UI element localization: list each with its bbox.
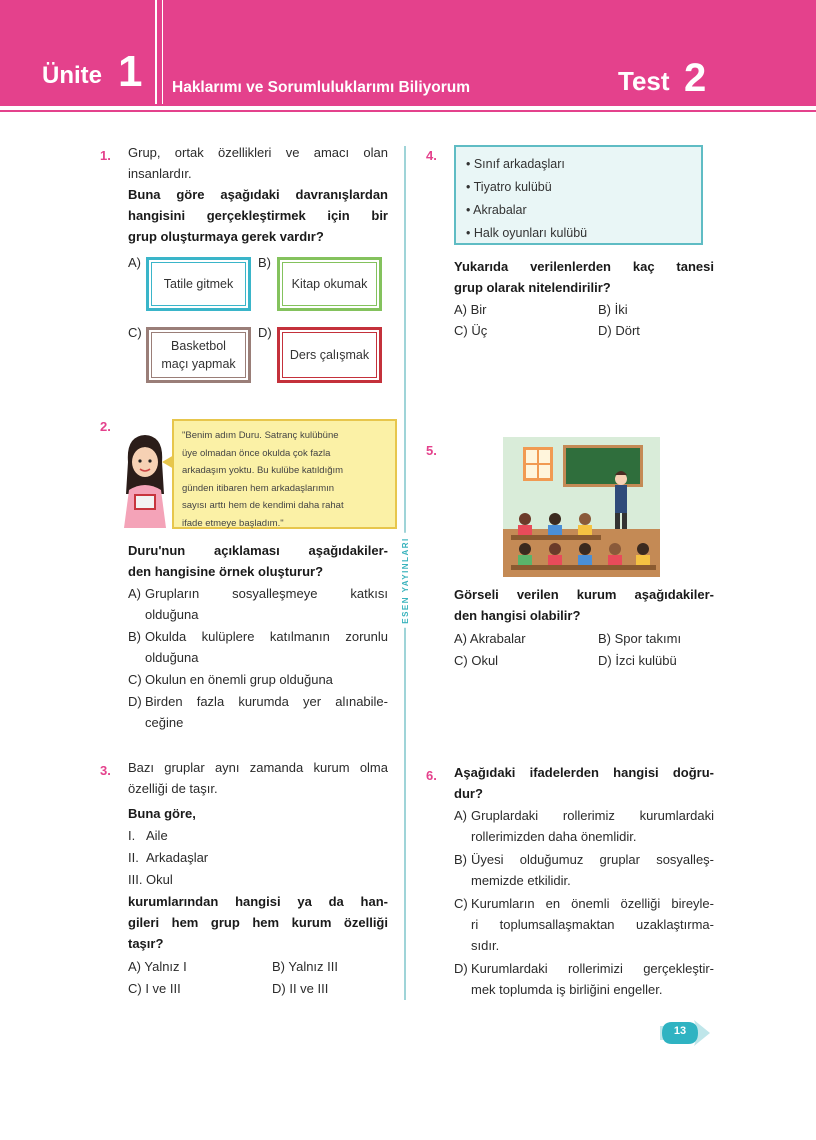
page-number: 13 bbox=[673, 1025, 687, 1037]
q6-option-c-line-1[interactable]: Kurumların en önemli özelliği bireyle- bbox=[471, 896, 714, 911]
q6-option-c-label[interactable]: C) bbox=[454, 896, 468, 911]
q3-option-a[interactable]: A) Yalnız I bbox=[128, 959, 187, 974]
q4-question-line-1: Yukarıda verilenlerden kaç tanesi bbox=[454, 259, 714, 274]
q3-intro-line-1: Bazı gruplar aynı zamanda kurum olma bbox=[128, 760, 388, 775]
q1-option-c-text-2: maçı yapmak bbox=[161, 357, 236, 371]
q3-option-c[interactable]: C) I ve III bbox=[128, 981, 181, 996]
q2-option-d-line-1[interactable]: Birden fazla kurumda yer alınabile- bbox=[145, 694, 388, 709]
q2-question-line-1: Duru'nun açıklaması aşağıdakiler- bbox=[128, 543, 388, 558]
q3-item-text: Okul bbox=[146, 872, 173, 887]
q3-question-line-1: kurumlarından hangisi ya da han- bbox=[128, 894, 388, 909]
q1-option-a-text: Tatile gitmek bbox=[163, 277, 234, 291]
q4-question-line-2: grup olarak nitelendirilir? bbox=[454, 280, 611, 295]
q4-list-item: • Tiyatro kulübü bbox=[466, 180, 552, 194]
q1-question-line-1: Buna göre aşağıdaki davranışlardan bbox=[128, 187, 388, 202]
q2-option-b-line-1[interactable]: Okulda kulüplere katılmanın zorunlu bbox=[145, 629, 388, 644]
q2-speech-line: arkadaşım yoktu. Bu kulübe katıldığım bbox=[182, 465, 344, 476]
q3-intro-line-2: özelliği de taşır. bbox=[128, 781, 218, 796]
test-label: Test bbox=[618, 66, 670, 96]
q4-option-d[interactable]: D) Dört bbox=[598, 323, 640, 338]
q1-number: 1. bbox=[100, 148, 111, 163]
q1-option-b-text: Kitap okumak bbox=[291, 277, 368, 291]
q3-item-label: III. bbox=[128, 872, 143, 887]
q6-option-d-line-1[interactable]: Kurumlardaki rollerimizi gerçekleştir- bbox=[471, 961, 714, 976]
header-stripe-line bbox=[0, 110, 816, 112]
q2-option-b-label[interactable]: B) bbox=[128, 629, 141, 644]
unit-title: Haklarımı ve Sorumluluklarımı Biliyorum bbox=[172, 79, 471, 96]
q1-question-line-3: grup oluşturmaya gerek vardır? bbox=[128, 229, 324, 244]
q5-question-line-2: den hangisi olabilir? bbox=[454, 608, 581, 623]
q3-number: 3. bbox=[100, 763, 111, 778]
q2-number: 2. bbox=[100, 419, 111, 434]
q1-option-a-card[interactable] bbox=[146, 257, 251, 311]
q5-option-b[interactable]: B) Spor takımı bbox=[598, 631, 682, 646]
q6-option-d-line-2[interactable]: mek toplumda iş birliğini engeller. bbox=[471, 982, 663, 997]
q6-number: 6. bbox=[426, 768, 437, 783]
q4-option-c[interactable]: C) Üç bbox=[454, 323, 488, 338]
q3-item-label: I. bbox=[128, 828, 136, 843]
q1-option-d-card[interactable] bbox=[277, 327, 382, 383]
q2-speech-line: üye olmadan önce okulda çok fazla bbox=[182, 447, 331, 459]
q6-option-b-line-1[interactable]: Üyesi olduğumuz gruplar sosyalleş- bbox=[471, 852, 714, 867]
classroom-illustration-icon bbox=[503, 437, 660, 577]
q4-number: 4. bbox=[426, 148, 437, 163]
q3-item-text: Arkadaşlar bbox=[146, 850, 209, 865]
q6-option-a-line-2[interactable]: rollerimizden daha önemlidir. bbox=[471, 829, 637, 844]
q2-question-line-2: den hangisine örnek oluşturur? bbox=[128, 564, 324, 579]
test-number: 2 bbox=[684, 56, 707, 100]
q2-speech-line: günden itibaren hem arkadaşlarımın bbox=[182, 482, 335, 494]
q2-option-b-line-2[interactable]: olduğuna bbox=[145, 650, 199, 665]
q3-question-line-2: gileri hem grup hem kurum özelliği bbox=[128, 915, 388, 930]
q6-option-a-line-1[interactable]: Gruplardaki rollerimiz kurumlardaki bbox=[471, 808, 714, 823]
q3-option-d[interactable]: D) II ve III bbox=[272, 981, 329, 996]
q6-option-c-line-2[interactable]: ri toplumsallaşmaktan uzaklaştırma- bbox=[471, 917, 714, 932]
q5-option-c[interactable]: C) Okul bbox=[454, 653, 499, 668]
q1-option-b-label[interactable]: B) bbox=[258, 255, 271, 270]
q6-option-d-label[interactable]: D) bbox=[454, 961, 468, 976]
q5-number: 5. bbox=[426, 443, 437, 458]
q4-list-item: • Halk oyunları kulübü bbox=[466, 226, 588, 240]
q1-option-b-card[interactable] bbox=[277, 257, 382, 311]
q6-question-line-2: dur? bbox=[454, 786, 483, 801]
q6-option-b-line-2[interactable]: memizde etkilidir. bbox=[471, 873, 571, 888]
q1-option-c-label[interactable]: C) bbox=[128, 325, 142, 340]
q2-speech-line: ifade etmeye başladım." bbox=[182, 517, 284, 529]
q1-option-c-text-1: Basketbol bbox=[171, 339, 226, 353]
q3-option-b[interactable]: B) Yalnız III bbox=[272, 959, 338, 974]
q1-intro-line-2: insanlardır. bbox=[128, 166, 192, 181]
q3-item-label: II. bbox=[128, 850, 139, 865]
q6-option-a-label[interactable]: A) bbox=[454, 808, 467, 823]
q3-question-line-3: taşır? bbox=[128, 936, 164, 951]
q6-option-c-line-3[interactable]: sıdır. bbox=[471, 938, 500, 953]
q4-list-item: • Sınıf arkadaşları bbox=[466, 157, 565, 171]
q2-speech-line: "Benim adım Duru. Satranç kulübüne bbox=[182, 430, 339, 441]
header-divider bbox=[155, 0, 157, 104]
header-divider-thin bbox=[162, 0, 163, 104]
q2-option-c-line-1[interactable]: Okulun en önemli grup olduğuna bbox=[145, 672, 333, 687]
page-header bbox=[0, 0, 816, 112]
q2-option-a-label[interactable]: A) bbox=[128, 586, 141, 601]
q1-option-a-label[interactable]: A) bbox=[128, 255, 141, 270]
q4-list-box bbox=[454, 145, 703, 245]
q4-option-b[interactable]: B) İki bbox=[598, 302, 628, 317]
q1-intro-line-1: Grup, ortak özellikleri ve amacı olan bbox=[128, 145, 388, 160]
q6-option-b-label[interactable]: B) bbox=[454, 852, 467, 867]
q6-question-line-1: Aşağıdaki ifadelerden hangisi doğru- bbox=[454, 765, 714, 780]
q4-list-item: • Akrabalar bbox=[466, 203, 527, 217]
q2-option-a-line-1[interactable]: Grupların sosyalleşmeye katkısı bbox=[145, 586, 388, 601]
q5-option-a[interactable]: A) Akrabalar bbox=[454, 631, 526, 646]
q1-option-d-text: Ders çalışmak bbox=[289, 348, 370, 362]
publisher-side-text: ESEN YAYINLARI bbox=[395, 520, 415, 640]
girl-illustration-icon bbox=[120, 432, 170, 528]
q2-speech-line: sayısı arttı hem de kendimi daha rahat bbox=[182, 500, 344, 511]
q4-option-a[interactable]: A) Bir bbox=[454, 302, 487, 317]
q5-option-d[interactable]: D) İzci kulübü bbox=[598, 653, 677, 668]
q2-speech-bubble bbox=[172, 419, 397, 529]
q3-item-text: Aile bbox=[146, 828, 168, 843]
q2-option-a-line-2[interactable]: olduğuna bbox=[145, 607, 199, 622]
q5-question-line-1: Görseli verilen kurum aşağıdakiler- bbox=[454, 587, 714, 602]
q1-option-d-label[interactable]: D) bbox=[258, 325, 272, 340]
page-number-badge bbox=[658, 1018, 712, 1053]
q2-option-d-label[interactable]: D) bbox=[128, 694, 142, 709]
unit-label: Ünite bbox=[42, 62, 102, 89]
unit-number: 1 bbox=[118, 47, 143, 96]
q2-option-c-label[interactable]: C) bbox=[128, 672, 142, 687]
q3-lead: Buna göre, bbox=[128, 806, 196, 821]
q1-question-line-2: hangisini gerçekleştirmek için bir bbox=[128, 208, 388, 223]
q2-option-d-line-2[interactable]: ceğine bbox=[145, 715, 184, 730]
q1-option-c-card[interactable] bbox=[146, 327, 251, 383]
